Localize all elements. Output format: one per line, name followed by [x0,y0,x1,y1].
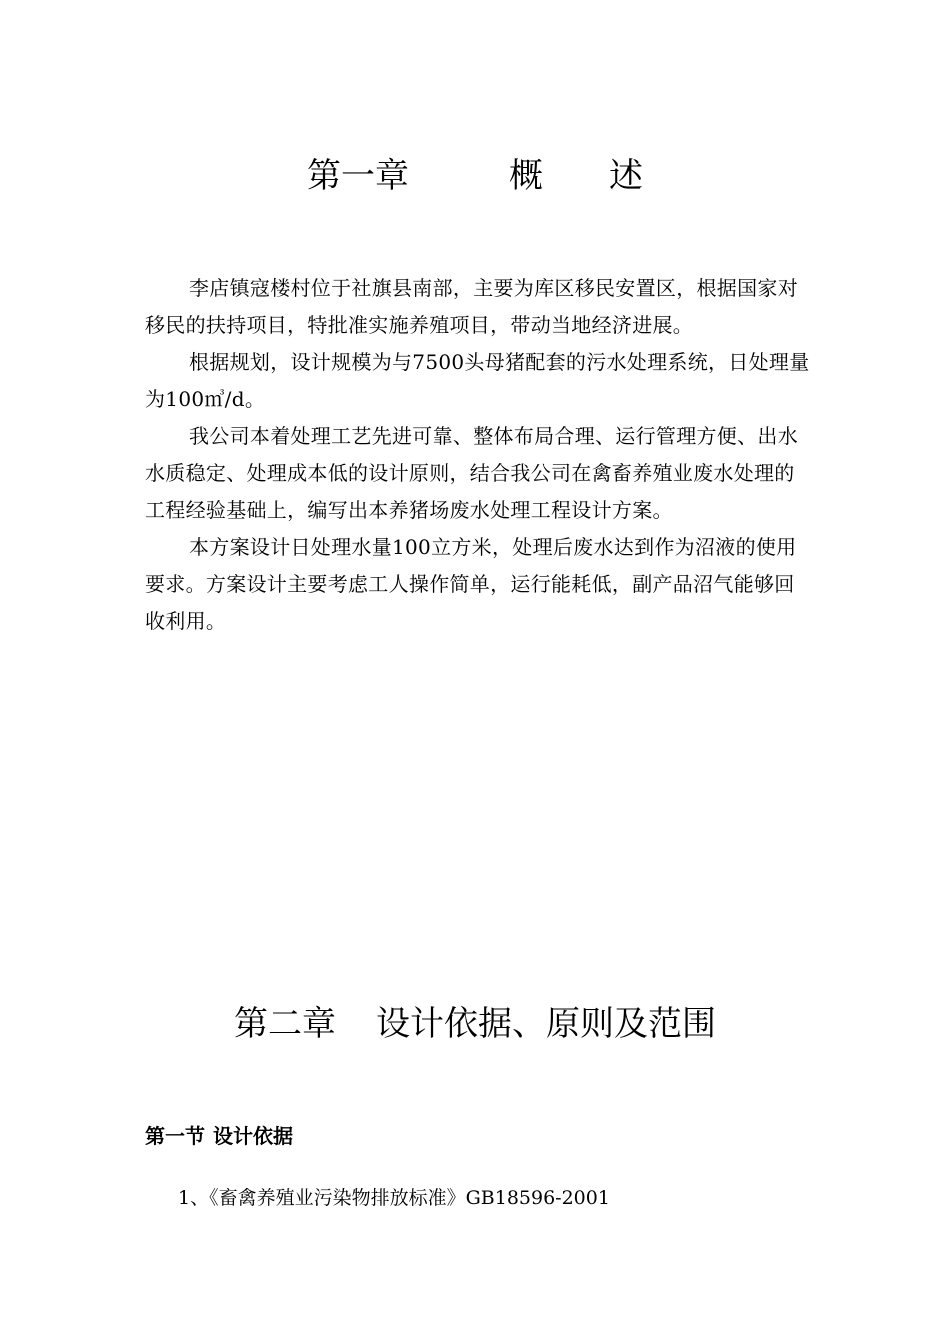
intro-paragraph: 根据规划，设计规模为与7500头母猪配套的污水处理系统，日处理量为100㎥/d。 [145,350,810,411]
chapter-2-heading: 设计依据、原则及范围 [376,1004,716,1044]
chapter-1-prefix: 第一章 [307,156,409,196]
list-item: 1、《畜禽养殖业污染物排放标准》GB18596-2001 [178,1187,610,1209]
chapter-2-title [0,1000,950,1048]
intro-paragraph: 本方案设计日处理水量100立方米，处理后废水达到作为沼液的使用要求。方案设计主要考虑工人操作简单，运行能耗低，副产品沼气能够回收利用。 [145,535,797,633]
intro-paragraph: 李店镇寇楼村位于社旗县南部，主要为库区移民安置区，根据国家对移民的扶持项目，特批准实施养殖项目，带动当地经济进展。 [145,276,798,337]
chapter-1-title [0,152,950,200]
design-basis-list [178,1180,610,1216]
section-1-heading: 设计依据 [213,1124,293,1148]
section-1-title [145,1120,293,1152]
section-1-prefix: 第一节 [145,1124,205,1148]
chapter-1-word-1: 概 [509,156,543,196]
intro-paragraph: 我公司本着处理工艺先进可靠、整体布局合理、运行管理方便、出水水质稳定、处理成本低的设计原则，结合我公司在禽畜养殖业废水处理的工程经验基础上，编写出本养猪场废水处理工程设计方案。 [145,424,798,522]
intro-section [145,270,810,640]
chapter-1-word-2: 述 [609,156,643,196]
chapter-2-prefix: 第二章 [234,1004,336,1044]
